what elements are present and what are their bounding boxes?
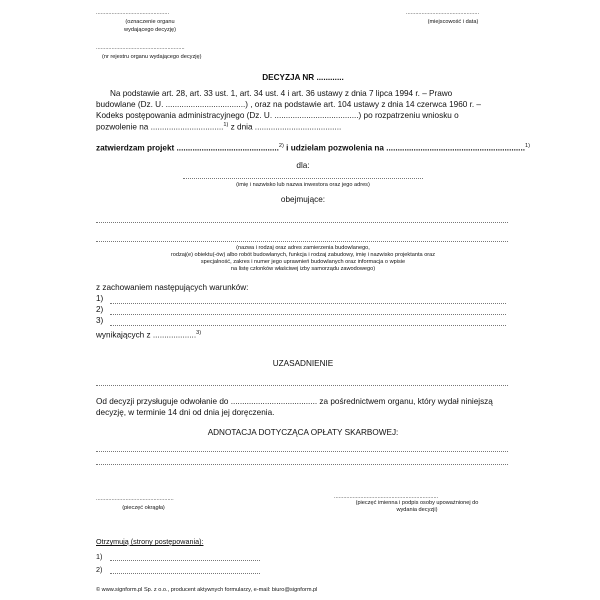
intro-line-1: Na podstawie art. 28, art. 33 ust. 1, art. 34 ust. 4 i art. 36 ustawy z dnia 7 lipca 1994 r. – Prawo bbox=[110, 89, 453, 98]
request-date-text: z dnia ...................................... bbox=[228, 122, 342, 132]
register-dots: ......................................................... bbox=[96, 45, 185, 51]
organ-dots: ............................................... bbox=[96, 10, 170, 16]
for-label: dla: bbox=[296, 161, 310, 170]
approve-project-text: zatwierdzam projekt ............................................. bbox=[96, 143, 279, 153]
covering-label: obejmujące: bbox=[280, 195, 326, 204]
covering-dotted-line-1 bbox=[96, 222, 508, 223]
form-page bbox=[88, 0, 530, 600]
building-caption-1: (nazwa i rodzaj oraz adres zamierzenia budowlanego, bbox=[236, 245, 370, 251]
recipient-1-line bbox=[110, 560, 260, 561]
footer-copyright: © www.signform.pl Sp. z o.o., producent aktywnych formularzy, e-mail: biuro@signform.pl bbox=[96, 587, 318, 593]
intro-line-2: budowlane (Dz. U. ...................................) , oraz na podstawie art. 104 ustawy z dnia 14 czerwca 1960 r. – bbox=[96, 100, 481, 109]
covering-dotted-line-2 bbox=[96, 241, 508, 242]
seal-dots: .................................................. bbox=[96, 496, 174, 502]
condition-2-line bbox=[110, 314, 506, 315]
conditions-heading: z zachowaniem następujących warunków: bbox=[96, 283, 249, 292]
organ-caption-2: wydającego decyzję) bbox=[124, 27, 176, 33]
investor-caption: (imię i nazwisko lub nazwa inwestora oraz jego adres) bbox=[236, 182, 370, 188]
resulting-from-text: wynikających z ................... bbox=[96, 330, 197, 340]
condition-1-line bbox=[110, 303, 506, 304]
register-caption: (nr rejestru organu wydającego decyzję) bbox=[102, 54, 202, 60]
recipients-heading: Otrzymują (strony postępowania): bbox=[96, 537, 204, 546]
round-seal-caption: (pieczęć okrągła) bbox=[122, 505, 165, 511]
footnote-2-mark: 2) bbox=[278, 143, 284, 149]
organ-caption-1: (oznaczenie organu bbox=[125, 19, 175, 25]
justification-dotted-line bbox=[96, 385, 508, 386]
signature-caption-2: wydania decyzji) bbox=[396, 507, 438, 513]
permit-for-text: pozwolenie na ................................ bbox=[96, 122, 224, 132]
condition-2-label: 2) bbox=[96, 305, 104, 314]
recipient-2-label: 2) bbox=[96, 565, 103, 574]
intro-line-4 bbox=[96, 122, 341, 133]
investor-dotted-line bbox=[183, 178, 423, 179]
building-caption-2: rodzaj(e) obiektu(-ów) albo robót budowlanych, funkcja i rodzaj zabudowy, imię i nazwisko projektanta oraz bbox=[170, 252, 436, 258]
condition-3-line bbox=[110, 325, 506, 326]
resulting-from-line bbox=[96, 330, 201, 341]
condition-1-label: 1) bbox=[96, 294, 104, 303]
decision-title: DECYZJA NR ............ bbox=[262, 73, 344, 82]
justification-heading: UZASADNIENIE bbox=[272, 359, 334, 368]
signature-dots: ................................................................... bbox=[334, 494, 439, 500]
footnote-3-mark: 3) bbox=[196, 330, 202, 336]
place-date-caption: (miejscowość i data) bbox=[427, 19, 479, 25]
place-date-dots: ............................................... bbox=[406, 10, 480, 16]
approve-line bbox=[96, 143, 530, 154]
building-caption-4: na listę członków właściwej izby samorządu zawodowego) bbox=[230, 266, 376, 272]
recipient-1-label: 1) bbox=[96, 552, 103, 561]
fee-dotted-line-2 bbox=[96, 464, 508, 465]
grant-permit-text: i udzielam pozwolenia na ............................................................. bbox=[283, 143, 526, 153]
appeal-line-2: decyzję, w terminie 14 dni od dnia jej doręczenia. bbox=[96, 408, 275, 417]
footnote-1b-mark: 1) bbox=[525, 143, 530, 149]
condition-3-label: 3) bbox=[96, 316, 104, 325]
signature-caption-1: (pieczęć imienna i podpis osoby upoważnionej do bbox=[355, 500, 479, 506]
intro-line-3: Kodeks postępowania administracyjnego (Dz. U. .....................................) po rozpatrzeniu wniosku o bbox=[96, 111, 459, 120]
appeal-line-1: Od decyzji przysługuje odwołanie do ...................................... za pośrednictwem organu, który wydał niniejszą bbox=[96, 397, 493, 406]
recipient-2-line bbox=[110, 573, 260, 574]
building-caption-3: specjalność, zakres i numer jego uprawnień budowlanych oraz informacja o wpisie bbox=[200, 259, 406, 265]
fee-dotted-line-1 bbox=[96, 451, 508, 452]
footnote-1-mark: 1) bbox=[223, 122, 229, 128]
fee-note-heading: ADNOTACJA DOTYCZĄCA OPŁATY SKARBOWEJ: bbox=[207, 428, 399, 437]
